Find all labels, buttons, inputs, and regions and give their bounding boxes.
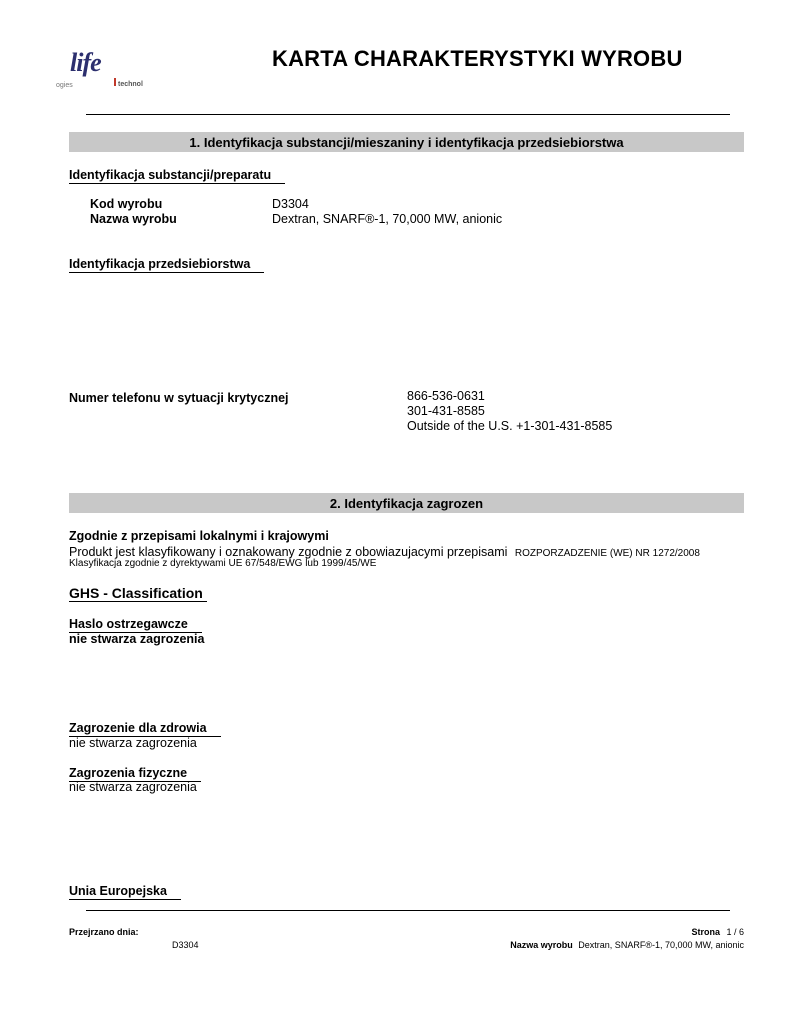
footer-product-name-value: Dextran, SNARF®-1, 70,000 MW, anionic <box>578 940 744 950</box>
product-name-value: Dextran, SNARF®-1, 70,000 MW, anionic <box>272 212 503 226</box>
signal-word-label: Haslo ostrzegawcze <box>69 617 202 633</box>
health-hazard-value: nie stwarza zagrozenia <box>69 736 197 750</box>
footer-page-label: Strona <box>691 927 720 937</box>
signal-word-value: nie stwarza zagrozenia <box>69 632 205 646</box>
product-code-label: Kod wyrobu <box>90 197 163 211</box>
footer-product-name-label: Nazwa wyrobu <box>510 940 573 950</box>
emergency-phone-label: Numer telefonu w sytuacji krytycznej <box>69 391 289 405</box>
classification-note: Klasyfikacja zgodnie z dyrektywami UE 67/548/EWG lub 1999/45/WE <box>69 558 377 569</box>
physical-hazard-label: Zagrozenia fizyczne <box>69 766 201 782</box>
logo-subtext-right: technol <box>118 81 143 88</box>
emergency-phone-2: 301-431-8585 <box>407 404 485 418</box>
footer-revised-label: Przejrzano dnia: <box>69 927 139 937</box>
footer-page-value: 1 / 6 <box>726 927 744 937</box>
compliance-regulation: ROZPORZADZENIE (WE) NR 1272/2008 <box>514 548 700 559</box>
substance-identification-label: Identyfikacja substancji/preparatu <box>69 168 285 184</box>
compliance-text: Produkt jest klasyfikowany i oznakowany zgodnie z obowiazujacymi przepisami <box>69 545 508 559</box>
european-union-label: Unia Europejska <box>69 884 181 900</box>
ghs-classification-title: GHS - Classification <box>69 585 207 602</box>
company-logo <box>56 48 166 98</box>
logo-word: life <box>70 48 101 77</box>
compliance-title: Zgodnie z przepisami lokalnymi i krajowymi <box>69 529 329 543</box>
header-divider <box>86 114 730 115</box>
footer-page-info <box>691 927 744 937</box>
emergency-phone-1: 866-536-0631 <box>407 389 485 403</box>
emergency-phone-3: Outside of the U.S. +1-301-431-8585 <box>407 419 613 433</box>
document-title: KARTA CHARAKTERYSTYKI WYROBU <box>272 46 683 71</box>
section-1-heading: 1. Identyfikacja substancji/mieszaniny i identyfikacja przedsiebiorstwa <box>69 132 744 152</box>
product-code-value: D3304 <box>272 197 309 211</box>
logo-subtext-left: ogies <box>56 82 73 89</box>
health-hazard-label: Zagrozenie dla zdrowia <box>69 721 221 737</box>
company-identification-label: Identyfikacja przedsiebiorstwa <box>69 257 264 273</box>
section-2-heading: 2. Identyfikacja zagrozen <box>69 493 744 513</box>
physical-hazard-value: nie stwarza zagrozenia <box>69 780 197 794</box>
footer-divider <box>86 910 730 911</box>
footer-product-name <box>510 940 744 950</box>
product-name-label: Nazwa wyrobu <box>90 212 177 226</box>
logo-mark-icon <box>114 78 116 86</box>
footer-product-code: D3304 <box>172 940 199 950</box>
